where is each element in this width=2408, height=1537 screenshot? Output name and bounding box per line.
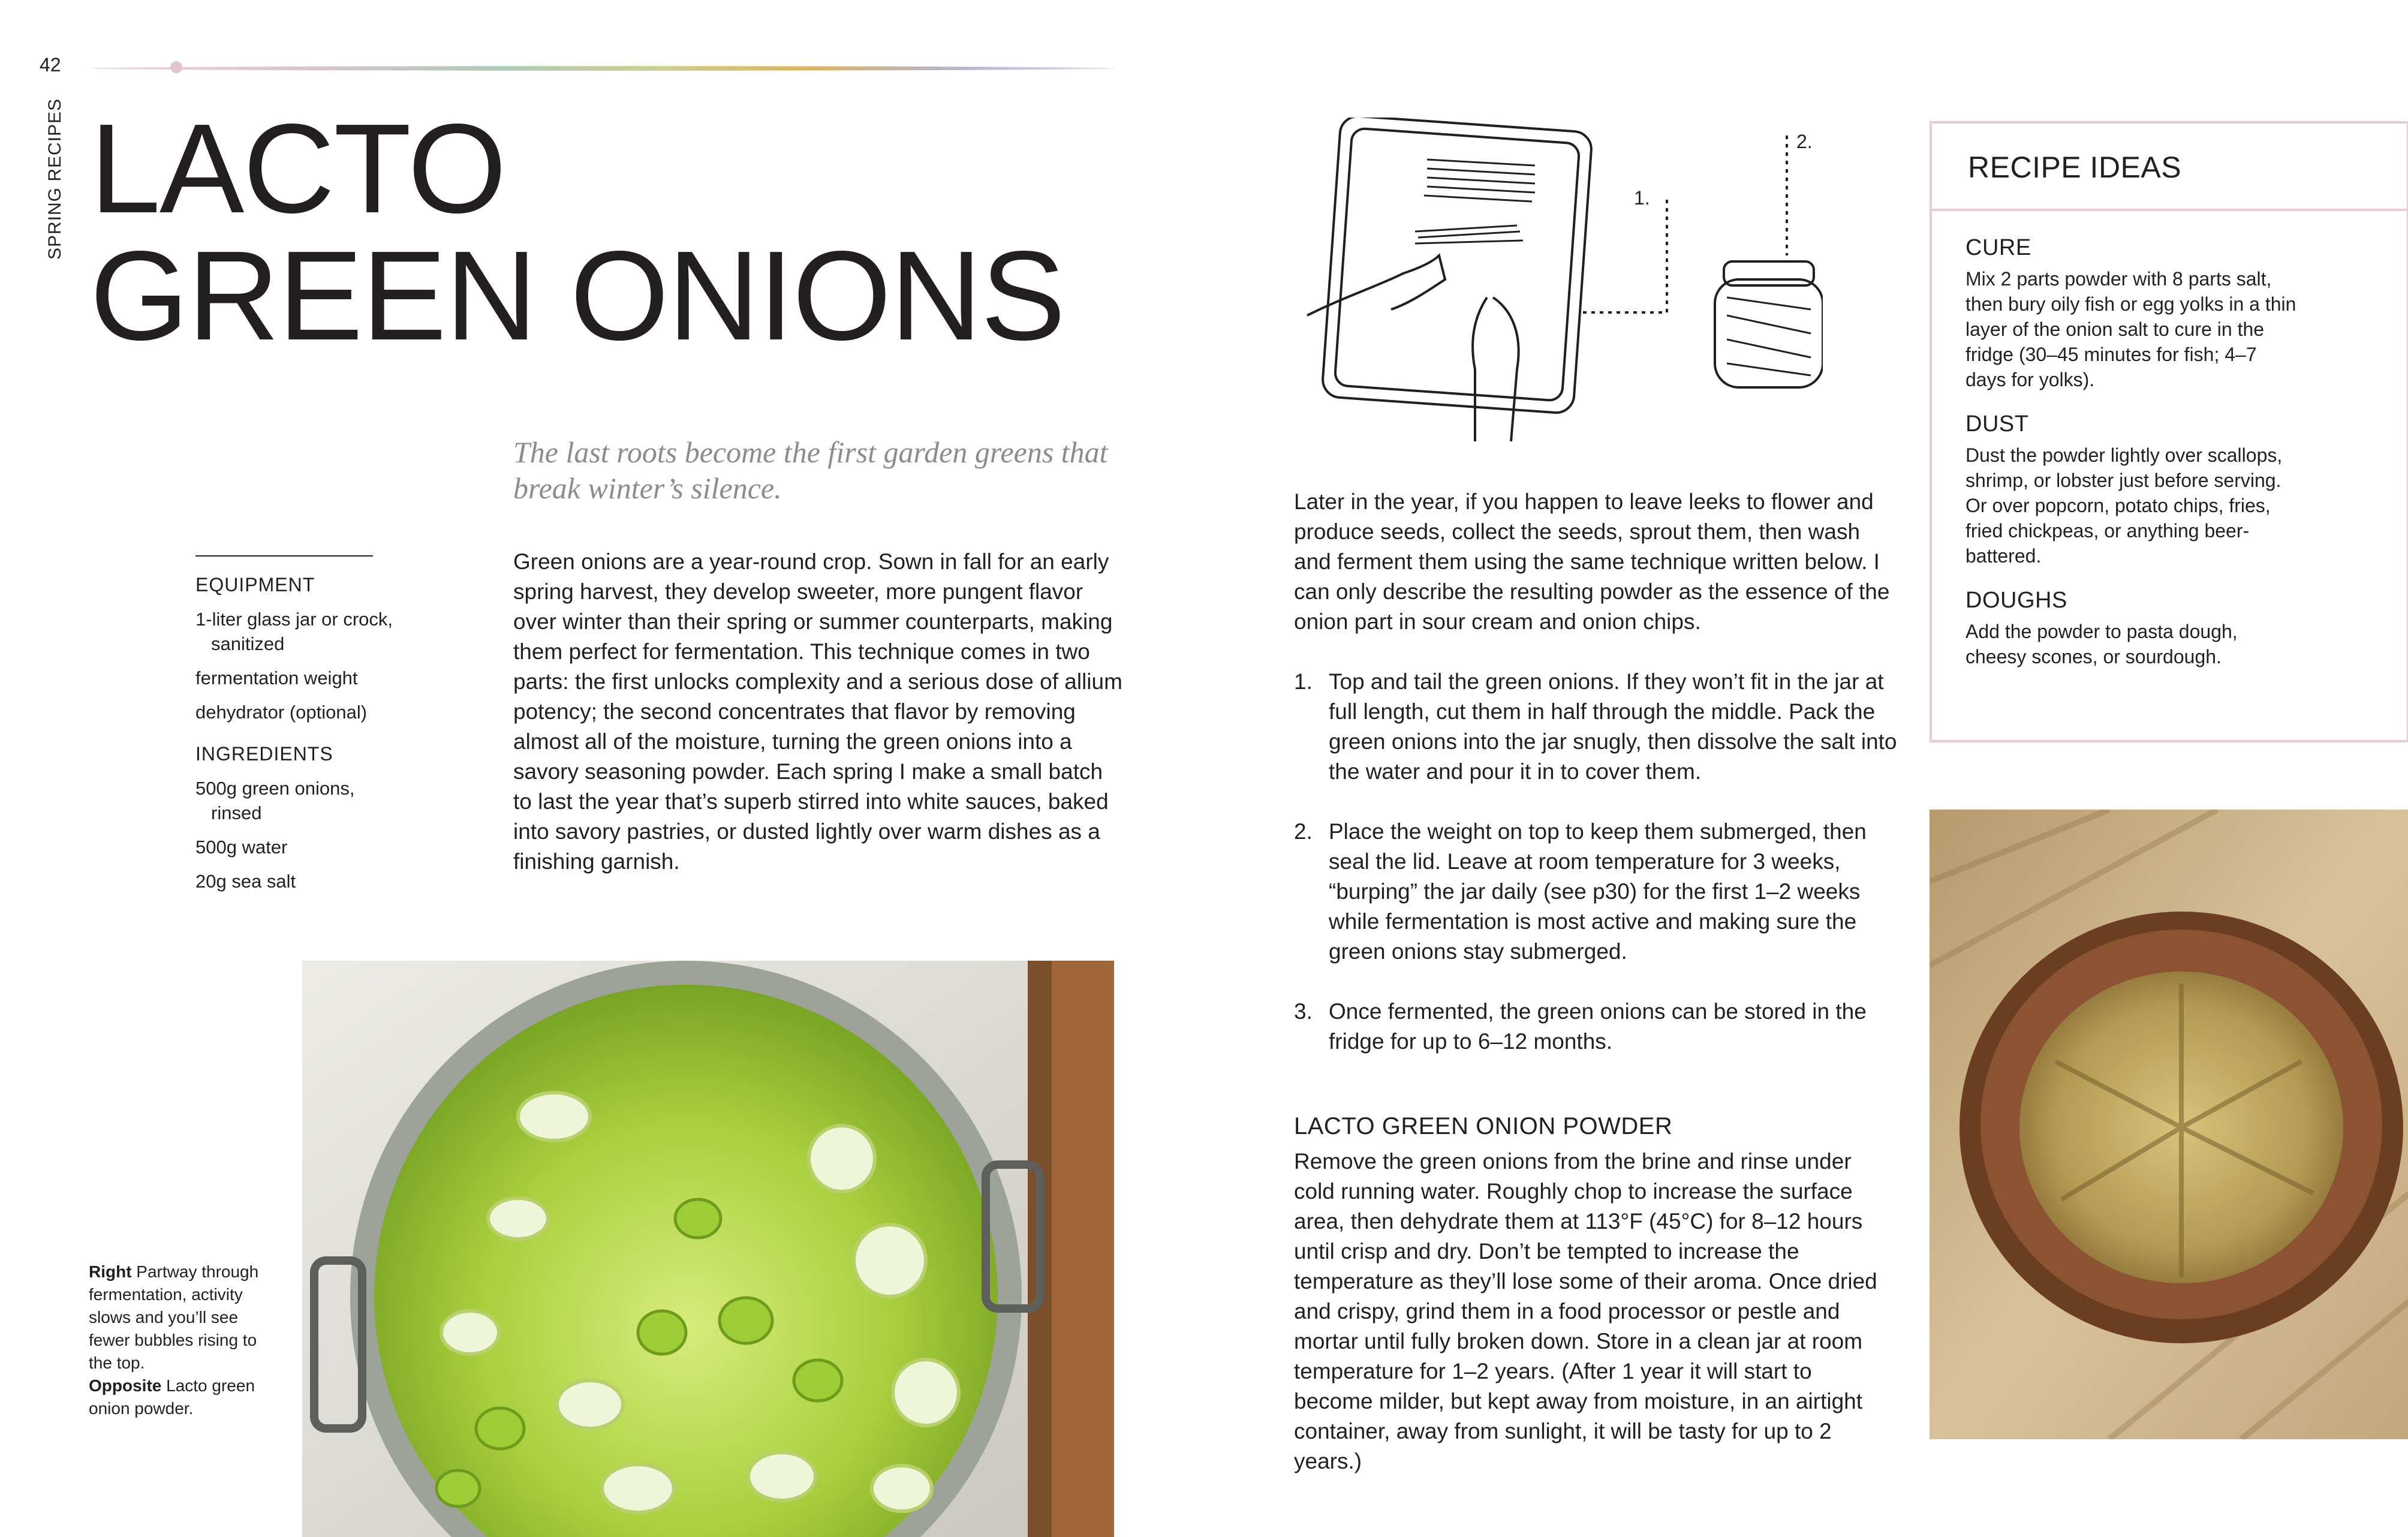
caption-opposite-text: Lacto green onion powder.	[89, 1376, 255, 1418]
equipment-heading: EQUIPMENT	[195, 574, 315, 595]
caption-right-label: Right	[89, 1262, 132, 1281]
side-divider	[195, 555, 373, 557]
idea-text: Mix 2 parts powder with 8 parts salt, then bury oily fish or egg yolks in a thin layer of the onion salt to cure in the fridge (30–45 minutes for fish; 4–7 days for yolks).	[1965, 268, 2296, 390]
leek-seed-paragraph	[1294, 487, 1894, 637]
recipe-idea-dust	[1965, 411, 2301, 569]
idea-heading: DUST	[1965, 411, 2029, 437]
idea-heading: CURE	[1965, 235, 2031, 260]
ingredient-item: 500g water	[195, 837, 288, 858]
step-2	[1294, 817, 1900, 967]
equipment-item: 1-liter glass jar or crock, sanitized	[195, 609, 393, 654]
step-number: 3.	[1294, 999, 1313, 1024]
title-line-1: LACTO	[90, 97, 505, 239]
recipe-ideas-divider	[1930, 209, 2408, 211]
page-title	[90, 97, 1065, 366]
ingredient-item: 500g green onions, rinsed	[195, 778, 355, 823]
page-number: 42	[40, 54, 61, 76]
ingredient-item: 20g sea salt	[195, 871, 296, 892]
leek-seed-text: Later in the year, if you happen to leave leeks to flower and produce seeds, collect the seeds, sprout them, then wash and ferment them using the same technique written below. I can only describe the resulting powder as the essence of the onion part in sour cream and onion chips.	[1294, 489, 1890, 634]
section-label: SPRING RECIPES	[45, 98, 65, 260]
method-steps	[1294, 667, 1900, 1087]
illustration-step-2-label: 2.	[1796, 131, 1813, 152]
caption-right-text: Partway through fermentation, activity slows and you’ll see fewer bubbles rising to the top.	[89, 1262, 259, 1372]
idea-text: Add the powder to pasta dough, cheesy scones, or sourdough.	[1965, 621, 2238, 667]
decorative-dot	[170, 61, 182, 73]
step-1	[1294, 667, 1900, 787]
recipe-ideas-title: RECIPE IDEAS	[1968, 151, 2182, 184]
illustration-step-1-label: 1.	[1634, 187, 1650, 209]
subtitle: The last roots become the first garden greens that break winter’s silence.	[513, 435, 1108, 505]
ingredients-list	[195, 742, 393, 894]
decorative-gradient-rule	[90, 66, 1115, 71]
powder-paragraph	[1294, 1147, 1894, 1476]
equipment-item: fermentation weight	[195, 667, 358, 688]
step-text: Place the weight on top to keep them submerged, then seal the lid. Leave at room temperature for 3 weeks, “burping” the jar daily (see p30) for the first 1–2 weeks while fermentation is most active and making sure the green onions stay submerged.	[1329, 819, 1867, 964]
recipe-idea-doughs	[1965, 588, 2301, 669]
step-text: Once fermented, the green onions can be stored in the fridge for up to 6–12 months.	[1329, 999, 1867, 1054]
step-number: 2.	[1294, 819, 1313, 844]
intro-text: Green onions are a year-round crop. Sown in fall for an early spring harvest, they develop sweeter, more pungent flavor over winter than their spring or summer counterparts, making them perfect for fermentation. This technique comes in two parts: the first unlocks complexity and a serious dose of allium potency; the second concentrates that flavor by removing almost all of the moisture, turning the green onions into a savory seasoning powder. Each spring I make a small batch to last the year that’s superb stirred into white sauces, baked into savory pastries, or dusted lightly over warm dishes as a finishing garnish.	[513, 549, 1122, 874]
ingredients-heading: INGREDIENTS	[195, 743, 333, 765]
recipe-idea-cure	[1965, 235, 2301, 392]
title-line-2: GREEN ONIONS	[90, 224, 1065, 366]
green-onion-jar-photo	[302, 961, 1114, 1537]
equipment-list	[195, 573, 393, 724]
powder-text: Remove the green onions from the brine and rinse under cold running water. Roughly chop to increase the surface area, then dehydrate them at 113°F (45°C) for 8–12 hours until crisp and dry. Don’t be tempted to increase the temperature as they’ll lose some of their aroma. Once dried and crispy, grind them in a food processor or pestle and mortar until fully broken down. Store in a clean jar at room temperature for 1–2 years. (After 1 year it will start to become milder, but kept away from moisture, in an airtight container, away from sunlight, it will be tasty for up to 2 years.)	[1294, 1149, 1877, 1473]
intro-paragraph	[513, 547, 1125, 877]
step-text: Top and tail the green onions. If they won’t fit in the jar at full length, cut them in half through the middle. Pack the green onions into the jar snugly, then dissolve the salt into the water and pour it in to cover them.	[1329, 669, 1897, 784]
equipment-item: dehydrator (optional)	[195, 702, 368, 723]
idea-heading: DOUGHS	[1965, 588, 2067, 613]
onion-powder-photo	[1930, 810, 2408, 1439]
powder-heading: LACTO GREEN ONION POWDER	[1294, 1113, 1673, 1139]
section-label-container	[37, 98, 73, 260]
photo-caption	[89, 1261, 275, 1420]
technique-illustration	[1295, 118, 1823, 453]
idea-text: Dust the powder lightly over scallops, shrimp, or lobster just before serving. Or over popcorn, potato chips, fries, fried chickpeas, or anything beer-battered.	[1965, 444, 2283, 567]
step-3	[1294, 997, 1900, 1057]
caption-opposite-label: Opposite	[89, 1376, 162, 1395]
step-number: 1.	[1294, 669, 1313, 694]
